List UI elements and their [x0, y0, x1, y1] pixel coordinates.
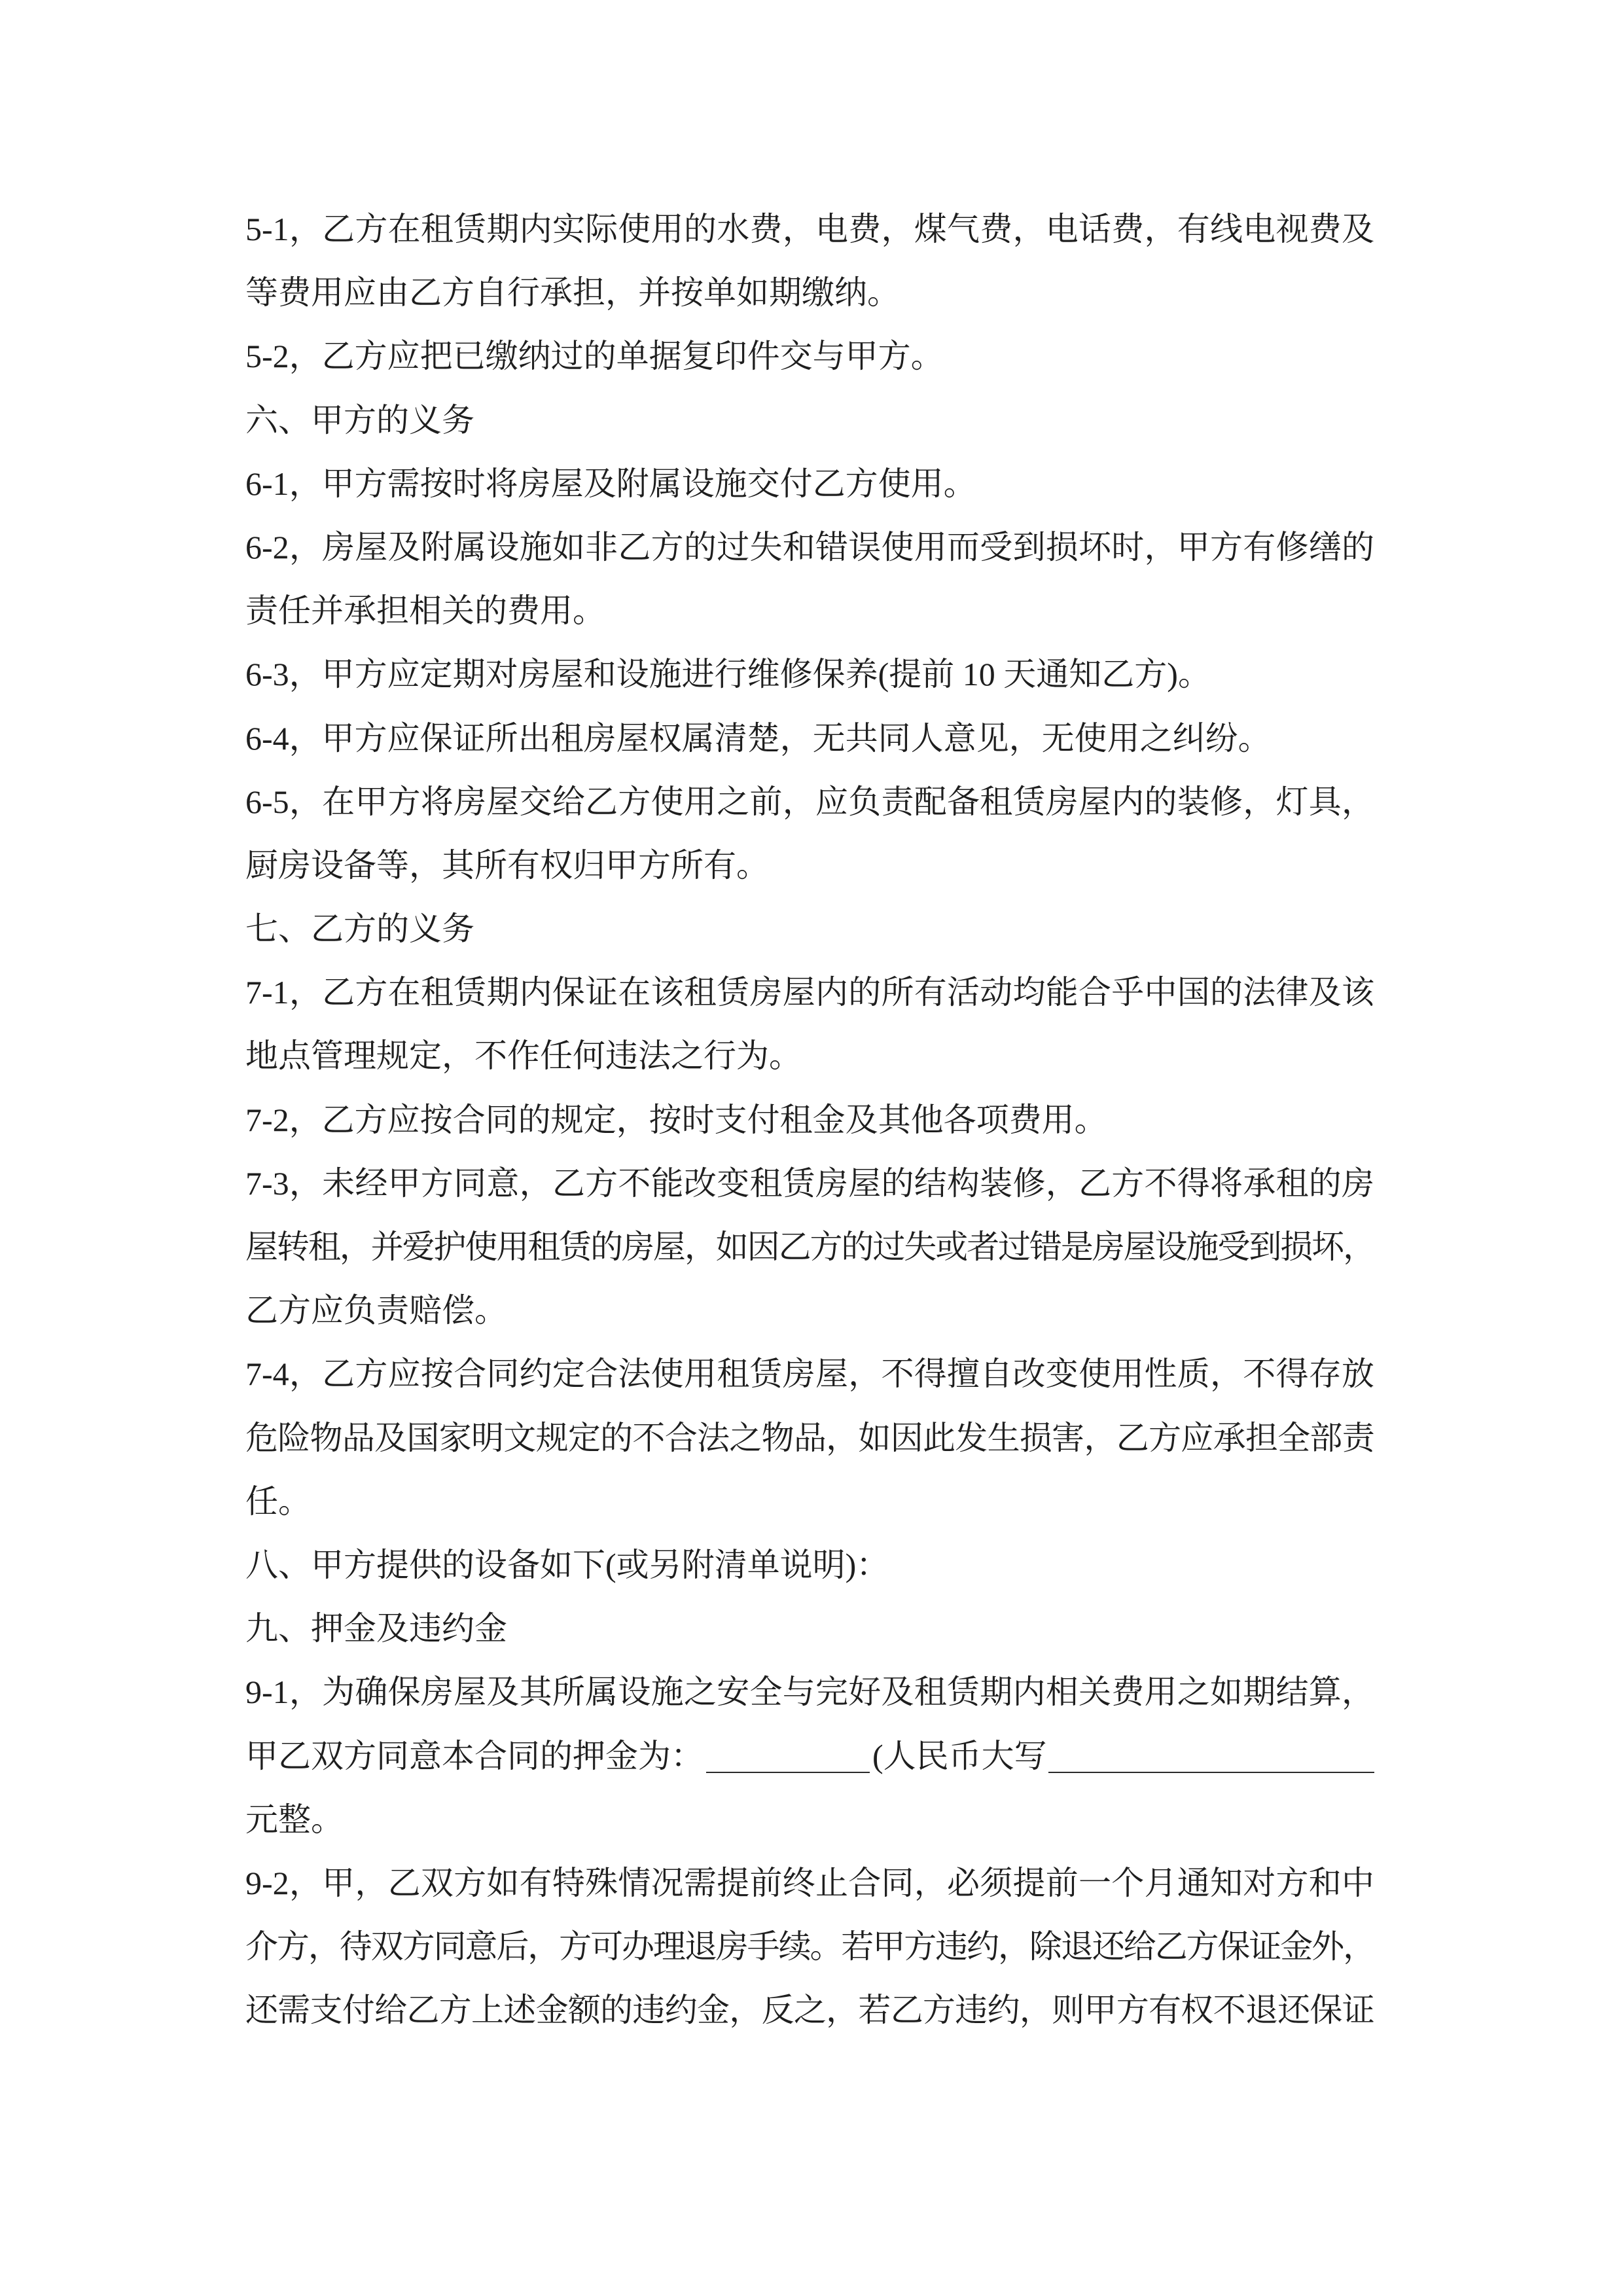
clause-line: 7-4，乙方应按合同约定合法使用租赁房屋，不得擅自改变使用性质，不得存放 — [245, 1355, 1374, 1393]
clause-6-5 — [245, 770, 1374, 897]
clause-7-2 — [245, 1088, 1374, 1152]
section-heading: 九、押金及违约金 — [245, 1610, 507, 1647]
section-heading: 七、乙方的义务 — [245, 910, 474, 948]
clause-5-1 — [245, 198, 1374, 325]
clause-6-1 — [245, 452, 1374, 516]
section-heading: 六、甲方的义务 — [245, 401, 474, 439]
clause-9-2 — [245, 1852, 1374, 2043]
clause-line: 厨房设备等，其所有权归甲方所有。 — [245, 846, 769, 884]
clause-line: 任。 — [245, 1482, 311, 1520]
clause-line: 6-4，甲方应保证所出租房屋权属清楚，无共同人意见，无使用之纠纷。 — [245, 719, 1271, 757]
deposit-uppercase-blank — [1048, 1772, 1374, 1773]
clause-line: 5-1，乙方在租赁期内实际使用的水费，电费，煤气费，电话费，有线电视费及 — [245, 211, 1374, 247]
deposit-line — [245, 1725, 1374, 1788]
clause-7-3 — [245, 1152, 1374, 1343]
section-heading-8 — [245, 1534, 1374, 1597]
clause-5-2 — [245, 325, 1374, 388]
section-heading-6 — [245, 389, 1374, 452]
clause-line: 危险物品及国家明文规定的不合法之物品，如因此发生损害，乙方应承担全部责 — [245, 1419, 1374, 1456]
deposit-amount-blank — [706, 1772, 870, 1773]
clause-line: 地点管理规定，不作任何违法之行为。 — [245, 1037, 802, 1075]
deposit-uppercase-label: (人民币大写 — [872, 1737, 1047, 1774]
section-heading-9 — [245, 1597, 1374, 1660]
clause-line: 元整。 — [245, 1801, 344, 1838]
clause-line: 6-3，甲方应定期对房屋和设施进行维修保养(提前 10 天通知乙方)。 — [245, 656, 1211, 693]
section-heading: 八、甲方提供的设备如下(或另附清单说明)： — [245, 1546, 889, 1583]
clause-6-4 — [245, 707, 1374, 770]
clause-line: 7-1，乙方在租赁期内保证在该租赁房屋内的所有活动均能合乎中国的法律及该 — [245, 974, 1374, 1011]
clause-line: 7-2，乙方应按合同的规定，按时支付租金及其他各项费用。 — [245, 1101, 1107, 1138]
clause-line: 6-5，在甲方将房屋交给乙方使用之前，应负责配备租赁房屋内的装修，灯具， — [245, 783, 1374, 820]
clause-line: 屋转租，并爱护使用租赁的房屋，如因乙方的过失或者过错是房屋设施受到损坏， — [245, 1229, 1374, 1265]
document-body — [245, 198, 1374, 2042]
clause-line: 7-3，未经甲方同意，乙方不能改变租赁房屋的结构装修，乙方不得将承租的房 — [245, 1164, 1374, 1202]
clause-line: 9-2，甲，乙双方如有特殊情况需提前终止合同，必须提前一个月通知对方和中 — [245, 1864, 1374, 1901]
clause-line: 6-2，房屋及附属设施如非乙方的过失和错误使用而受到损坏时，甲方有修缮的 — [245, 528, 1374, 565]
clause-6-3 — [245, 643, 1374, 706]
clause-line: 责任并承担相关的费用。 — [245, 592, 605, 630]
clause-7-1 — [245, 961, 1374, 1088]
clause-line: 6-1，甲方需按时将房屋及附属设施交付乙方使用。 — [245, 465, 976, 502]
deposit-prefix: 甲乙双方同意本合同的押金为： — [245, 1737, 704, 1774]
clause-7-4 — [245, 1342, 1374, 1534]
clause-line: 等费用应由乙方自行承担，并按单如期缴纳。 — [245, 274, 900, 312]
clause-line: 乙方应负责赔偿。 — [245, 1292, 507, 1329]
clause-line: 5-2，乙方应把已缴纳过的单据复印件交与甲方。 — [245, 338, 944, 375]
clause-6-2 — [245, 516, 1374, 643]
clause-line: 9-1，为确保房屋及其所属设施之安全与完好及租赁期内相关费用之如期结算， — [245, 1674, 1374, 1711]
clause-line: 介方，待双方同意后，方可办理退房手续。若甲方违约，除退还给乙方保证金外， — [245, 1928, 1374, 1965]
clause-9-1 — [245, 1660, 1374, 1852]
clause-line: 还需支付给乙方上述金额的违约金，反之，若乙方违约，则甲方有权不退还保证 — [245, 1992, 1374, 2029]
section-heading-7 — [245, 897, 1374, 961]
